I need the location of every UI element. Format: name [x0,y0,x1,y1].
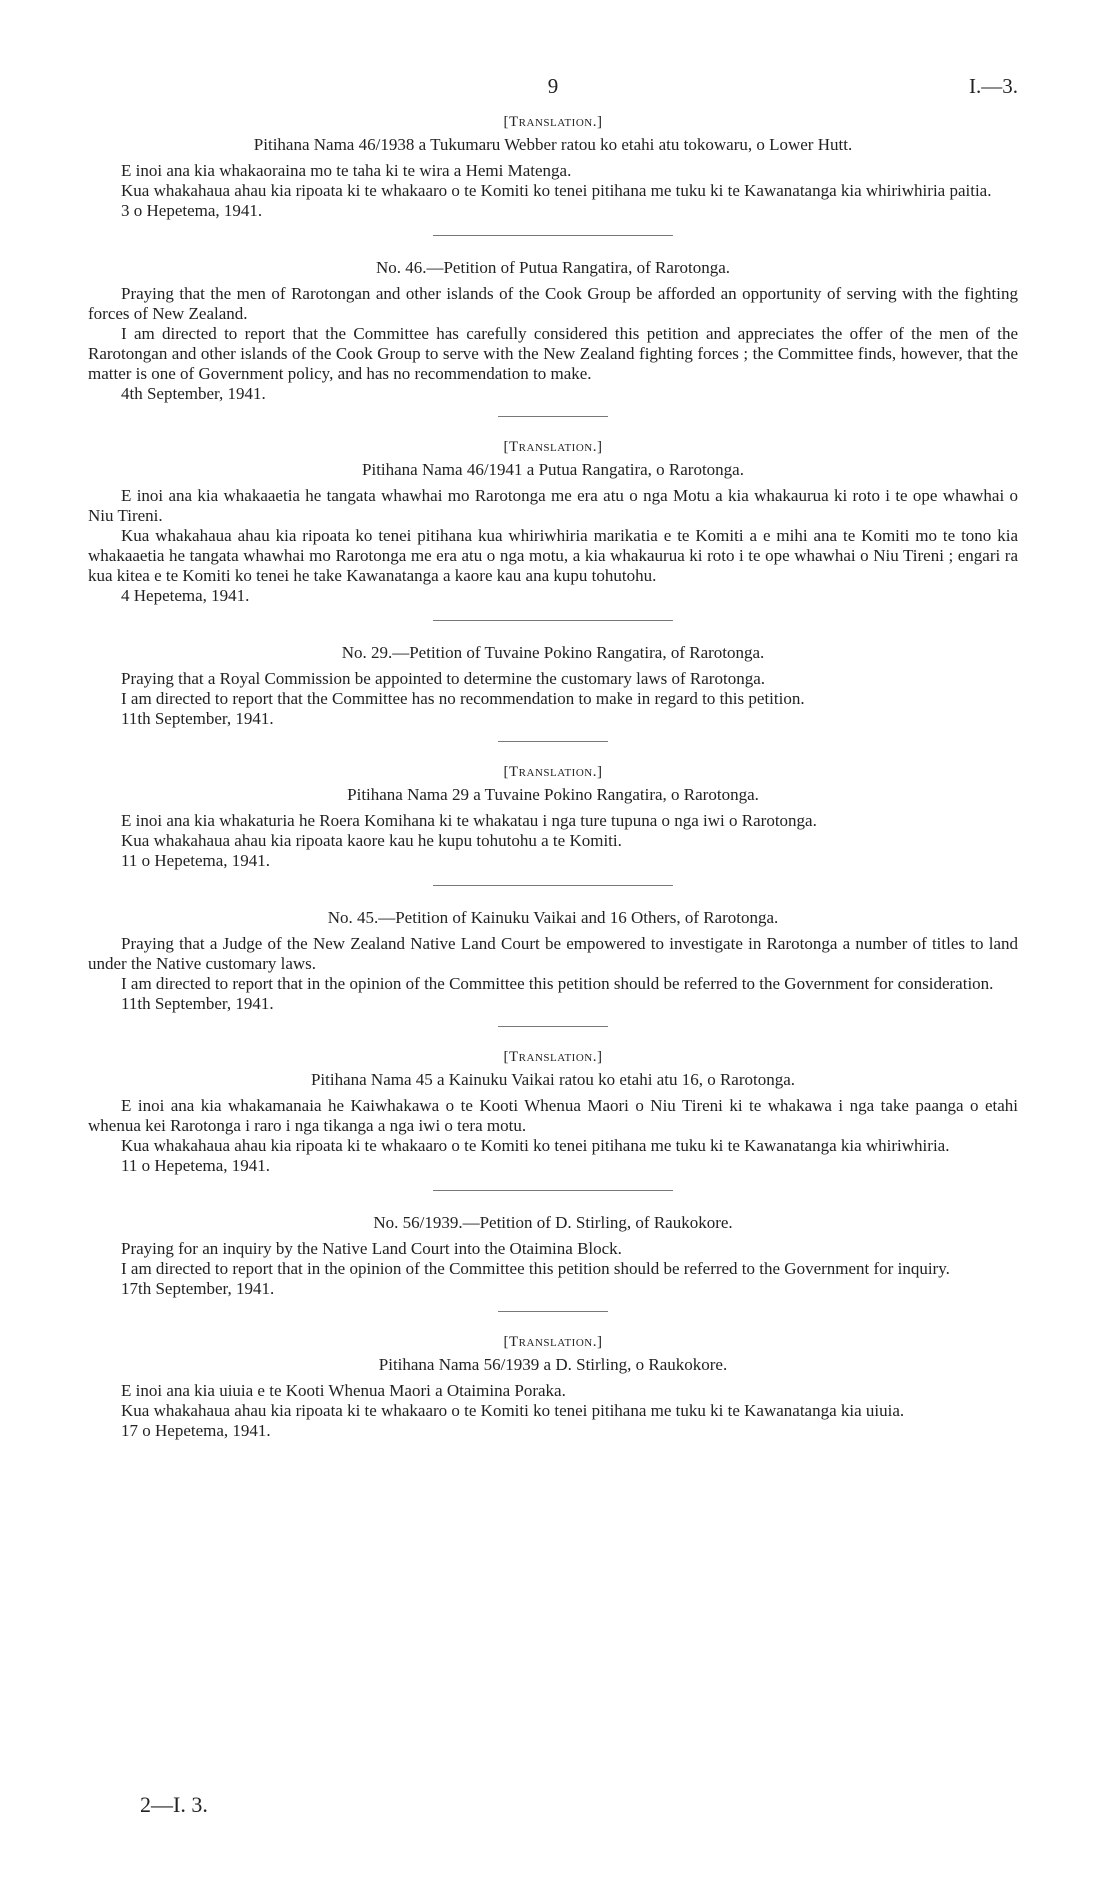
translation-section [88,1047,1018,1191]
date-line: 4th September, 1941. [121,384,266,403]
document-reference: I.—3. [969,74,1018,98]
translation-label: [Translation.] [503,114,603,130]
petition-title: Pitihana Nama 56/1939 a D. Stirling, o Raukokore. [378,1355,728,1374]
petition-title: No. 46.—Petition of Putua Rangatira, of Rarotonga. [375,258,731,277]
translation-section [88,112,1018,236]
date-line: 11 o Hepetema, 1941. [121,851,271,870]
body-paragraph: Kua whakahaua ahau kia ripoata ki te whakaaro o te Komiti ko tenei pitihana me tuku ki te Kawanatanga kia whiriwhiria. [121,1136,950,1155]
petition-section [88,1213,1018,1312]
date-line: 4 Hepetema, 1941. [121,586,250,605]
translation-label: [Translation.] [503,1049,603,1065]
petition-section [88,643,1018,742]
section-divider [433,620,673,621]
date-line: 17 o Hepetema, 1941. [121,1421,271,1440]
petition-section [88,258,1018,417]
page-number: 9 [547,74,559,98]
printer-signature-mark: 2—I. 3. [140,1792,208,1817]
body-paragraph: Kua whakahaua ahau kia ripoata ko tenei pitihana kua whiriwhiria marikatia e te Komiti a e mihi ana te Komiti mo te tono kia whakaaetia he tangata whawhai mo Rarotonga me era atu o nga motu, a kia whakaurua ki roto i te ope whawhai o Niu Tireni ; engari ra kua kitea e te Komiti ko tenei he take Kawanatanga a kaore kau ana kupu tohutohu. [88,526,1018,585]
section-divider [433,885,673,886]
section-divider [498,416,608,417]
date-line: 11th September, 1941. [121,994,274,1013]
body-paragraph: E inoi ana kia whakaaetia he tangata whawhai mo Rarotonga me era atu o nga Motu a kia whakaurua ki roto i te ope whawhai o Niu Tireni. [88,486,1018,525]
petition-title: No. 56/1939.—Petition of D. Stirling, of Raukokore. [373,1213,733,1232]
body-paragraph: I am directed to report that in the opinion of the Committee this petition should be referred to the Government for inquiry. [121,1259,950,1278]
petition-section [88,908,1018,1027]
petition-title: No. 45.—Petition of Kainuku Vaikai and 16 Others, of Rarotonga. [327,908,779,927]
translation-section [88,437,1018,621]
body-paragraph: Praying that a Judge of the New Zealand Native Land Court be empowered to investigate in Rarotonga a number of titles to land under the Native customary laws. [88,934,1018,973]
translation-label: [Translation.] [503,764,603,780]
body-paragraph: Praying that the men of Rarotongan and other islands of the Cook Group be afforded an opportunity of serving with the fighting forces of New Zealand. [88,284,1018,323]
petition-title: Pitihana Nama 45 a Kainuku Vaikai ratou ko etahi atu 16, o Rarotonga. [310,1070,796,1089]
body-paragraph: E inoi ana kia uiuia e te Kooti Whenua Maori a Otaimina Poraka. [121,1381,566,1400]
body-paragraph: Praying for an inquiry by the Native Land Court into the Otaimina Block. [121,1239,622,1258]
body-paragraph: Praying that a Royal Commission be appointed to determine the customary laws of Rarotonga. [121,669,765,688]
petition-title: Pitihana Nama 29 a Tuvaine Pokino Rangatira, o Rarotonga. [347,785,759,804]
body-paragraph: I am directed to report that the Committee has carefully considered this petition and appreciates the offer of the men of the Rarotongan and other islands of the Cook Group to serve with the New Zealand fighting forces ; the Committee finds, however, that the matter is one of Government policy, and has no recommendation to make. [88,324,1018,383]
date-line: 3 o Hepetema, 1941. [121,201,263,220]
body-paragraph: E inoi ana kia whakaturia he Roera Komihana ki te whakatau i nga ture tupuna o nga iwi o Rarotonga. [121,811,817,830]
petition-title: Pitihana Nama 46/1941 a Putua Rangatira, o Rarotonga. [362,460,744,479]
page-header [88,74,1018,104]
document-body [88,112,1018,1441]
section-divider [433,235,673,236]
petition-title: Pitihana Nama 46/1938 a Tukumaru Webber ratou ko etahi atu tokowaru, o Lower Hutt. [253,135,853,154]
translation-label: [Translation.] [503,1334,603,1350]
body-paragraph: Kua whakahaua ahau kia ripoata kaore kau he kupu tohutohu a te Komiti. [121,831,622,850]
date-line: 11th September, 1941. [121,709,274,728]
section-divider [498,1026,608,1027]
body-paragraph: E inoi ana kia whakamanaia he Kaiwhakawa o te Kooti Whenua Maori o Niu Tireni ki te whakawa i nga take paanga o etahi whenua kei Rarotonga i raro i nga tikanga a nga iwi o tera motu. [88,1096,1018,1135]
section-divider [498,1311,608,1312]
translation-label: [Translation.] [503,439,603,455]
date-line: 11 o Hepetema, 1941. [121,1156,271,1175]
body-paragraph: Kua whakahaua ahau kia ripoata ki te whakaaro o te Komiti ko tenei pitihana me tuku ki te Kawanatanga kia whiriwhiria paitia. [121,181,992,200]
body-paragraph: E inoi ana kia whakaoraina mo te taha ki te wira a Hemi Matenga. [121,161,572,180]
body-paragraph: I am directed to report that in the opinion of the Committee this petition should be referred to the Government for consideration. [121,974,994,993]
translation-section [88,762,1018,886]
body-paragraph: Kua whakahaua ahau kia ripoata ki te whakaaro o te Komiti ko tenei pitihana me tuku ki te Kawanatanga kia uiuia. [121,1401,905,1420]
section-divider [498,741,608,742]
translation-section [88,1332,1018,1441]
section-divider [433,1190,673,1191]
body-paragraph: I am directed to report that the Committee has no recommendation to make in regard to this petition. [121,689,805,708]
date-line: 17th September, 1941. [121,1279,275,1298]
petition-title: No. 29.—Petition of Tuvaine Pokino Rangatira, of Rarotonga. [341,643,765,662]
